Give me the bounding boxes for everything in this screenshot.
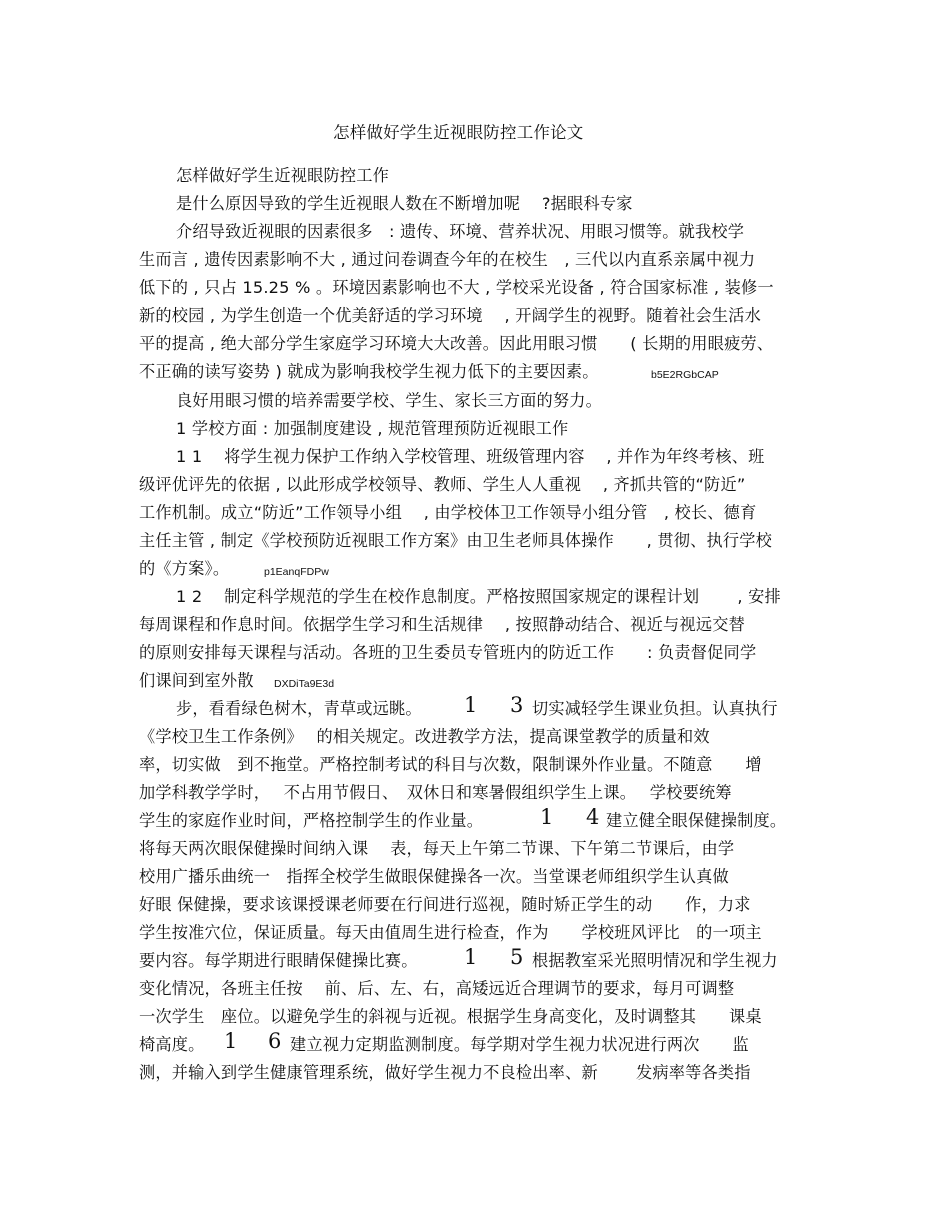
paragraph-line: 不正确的读写姿势 ) 就成为影响我校学生视力低下的主要因素。 [139, 362, 599, 381]
document-code: b5E2RGbCAP [651, 369, 719, 381]
paragraph-line: 1 2 制定科学规范的学生在校作息制度。严格按照国家规定的课程计划 , 安排 [176, 587, 781, 606]
paragraph-line: 切实减轻学生课业负担。认真执行 [532, 699, 778, 718]
paragraph-line: 测，并输入到学生健康管理系统，做好学生视力不良检出率、新 发病率等各类指 [139, 1063, 751, 1082]
paragraph-line: 1 1 将学生视力保护工作纳入学校管理、班级管理内容 , 并作为年终考核、班 [176, 447, 765, 466]
section-number: 1 [464, 945, 478, 969]
paragraph-line: 建立视力定期监测制度。每学期对学生视力状况进行两次 监 [290, 1035, 749, 1054]
section-number: 1 [464, 693, 478, 717]
paragraph-line: 好眼 保健操，要求该课授课老师要在行间进行巡视，随时矫正学生的动 作，力求 [139, 895, 751, 914]
paragraph-line: 《学校卫生工作条例》 的相关规定。改进教学方法，提高课堂教学的质量和效 [139, 727, 710, 746]
paragraph-line: 主任主管 , 制定《学校预防近视眼工作方案》由卫生老师具体操作 , 贯彻、执行学校 [139, 531, 773, 550]
paragraph-line: 生而言 , 遗传因素影响不大 , 通过问卷调查今年的在校生 , 三代以内直系亲属中视力 [139, 250, 756, 269]
paragraph-line: 学生的家庭作业时间，严格控制学生的作业量。 [139, 811, 484, 830]
section-number: 1 [540, 805, 554, 829]
document-code: DXDiTa9E3d [274, 678, 335, 690]
section-number: 6 [268, 1029, 282, 1053]
paragraph-line: 的原则安排每天课程与活动。各班的卫生委员专管班内的防近工作 : 负责督促同学 [139, 643, 757, 662]
paragraph-line: 介绍导致近视眼的因素很多 : 遗传、环境、营养状况、用眼习惯等。就我校学 [176, 222, 745, 241]
paragraph-line: 加学科教学学时， 不占用节假日、 双休日和寒暑假组织学生上课。 学校要统筹 [139, 783, 732, 802]
paragraph-line: 椅高度。 [139, 1035, 205, 1054]
section-number: 1 [224, 1029, 238, 1053]
paragraph-line: 步，看看绿色树木，青草或远眺。 [176, 699, 422, 718]
section-number: 3 [510, 693, 524, 717]
document-title: 怎样做好学生近视眼防控工作论文 [333, 123, 584, 142]
paragraph-line: 级评优评先的依据 , 以此形成学校领导、教师、学生人人重视 , 齐抓共管的“防近” [139, 475, 746, 494]
paragraph-line: 们课间到室外散 [139, 671, 254, 690]
section-heading: 1 学校方面 : 加强制度建设 , 规范管理预防近视眼工作 [176, 419, 569, 438]
paragraph-line: 的《方案》。 [139, 559, 230, 578]
paragraph-line: 是什么原因导致的学生近视眼人数在不断增加呢 ?据眼科专家 [176, 194, 633, 213]
paragraph-line: 建立健全眼保健操制度。 [606, 811, 787, 830]
paragraph-line: 低下的 , 只占 15.25 % 。环境因素影响也不大 , 学校采光设备 , 符合国家标准 , 装修一 [139, 278, 774, 297]
section-number: 5 [510, 945, 524, 969]
paragraph-line: 要内容。每学期进行眼睛保健操比赛。 [139, 951, 418, 970]
paragraph-line: 怎样做好学生近视眼防控工作 [176, 166, 390, 185]
paragraph-line: 学生按准穴位，保证质量。每天由值周生进行检查，作为 学校班风评比 的一项主 [139, 923, 762, 942]
section-number: 4 [586, 805, 600, 829]
paragraph-line: 平的提高 , 绝大部分学生家庭学习环境大大改善。因此用眼习惯 ( 长期的用眼疲劳、 [139, 334, 774, 353]
paragraph-line: 根据教室采光照明情况和学生视力 [532, 951, 778, 970]
paragraph-line: 工作机制。成立“防近”工作领导小组 , 由学校体卫工作领导小组分管 , 校长、德育 [139, 503, 757, 522]
paragraph-line: 校用广播乐曲统一 指挥全校学生做眼保健操各一次。当堂课老师组织学生认真做 [139, 867, 729, 886]
paragraph-line: 新的校园 , 为学生创造一个优美舒适的学习环境 , 开阔学生的视野。随着社会生活水 [139, 306, 762, 325]
paragraph-line: 一次学生 座位。以避免学生的斜视与近视。根据学生身高变化，及时调整其 课桌 [139, 1007, 762, 1026]
paragraph-line: 良好用眼习惯的培养需要学校、学生、家长三方面的努力。 [176, 391, 603, 410]
paragraph-line: 每周课程和作息时间。依据学生学习和生活规律 , 按照静动结合、视近与视远交替 [139, 615, 745, 634]
document-code: p1EanqFDPw [264, 566, 329, 578]
paragraph-line: 率，切实做 到不拖堂。严格控制考试的科目与次数，限制课外作业量。不随意 增 [139, 755, 762, 774]
paragraph-line: 变化情况，各班主任按 前、后、左、右，高矮远近合理调节的要求，每月可调整 [139, 979, 735, 998]
paragraph-line: 将每天两次眼保健操时间纳入课 表，每天上午第二节课、下午第二节课后，由学 [139, 839, 735, 858]
